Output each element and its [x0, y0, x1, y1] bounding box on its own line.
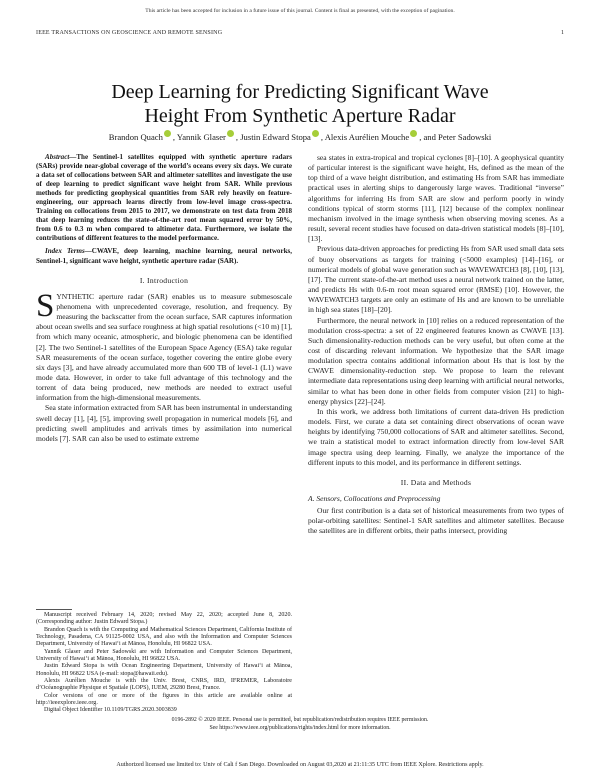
drop-cap: S: [36, 287, 55, 324]
title-line-2: Height From Synthetic Aperture Radar: [144, 105, 456, 127]
author-name[interactable]: Brandon Quach: [108, 132, 163, 142]
body-paragraph: In this work, we address both limitations of current data-driven Hs prediction models. First, we curate a data set containing direct observations of ocean wave heights by identifying 750,000 collocations of SAR and altimeter satellites. Second, we train a statistical model to extract information directly from low-level SAR image spectra using deep learning. Finally, we analyze the importance of the different inputs to this model, and its performance in different settings.: [308, 406, 564, 467]
author-list: [0, 130, 600, 142]
index-terms: [36, 247, 292, 265]
orcid-icon[interactable]: [312, 130, 319, 137]
copyright-notice: [0, 716, 600, 732]
footnote-doi[interactable]: Digital Object Identifier 10.1109/TGRS.2020.3003839: [44, 707, 177, 714]
body-paragraph: Furthermore, the neural network in [10] relies on a reduced representation of the modulation cross-spectra: a set of 22 engineered features known as CWAVE [13]. Such dimensionality-reduction methods can be very useful, but often come at the cost of discarding relevant information. We hypothesize that the SAR image modulation spectra contains additional information about Hs that is lost by the CWAVE dimensionality-reduction step. We propose to learn the relevant intermediate data representations using deep learning with artificial neural networks, similar to what has been done in other fields from computer vision [21] to high-energy physics [22]–[24].: [308, 315, 564, 406]
section-heading-data-methods: II. Data and Methods: [400, 477, 472, 487]
acceptance-note: This article has been accepted for inclusion in a future issue of this journal. Content is final as presented, with the exception of pagination.: [145, 8, 455, 14]
copyright-line-2[interactable]: See https://www.ieee.org/publications/rights/index.html for more information.: [209, 725, 391, 731]
orcid-icon[interactable]: [164, 130, 171, 137]
intro-text: YNTHETIC aperture radar (SAR) enables us to measure submesoscale phenomena with unprecedented coverage, resolution, and frequency. By measuring the backscatter from the ocean surface, SAR captures information about ocean swells and sea surface roughness at high spatial resolutions (<10 m) [1], from which many oceanic, atmospheric, and biologic phenomena can be identified [2]. The two Sentinel-1 satellites of the European Space Agency (ESA) take regular SAR measurements of the ocean surface, together covering the entire globe every six days [3], and have already accumulated more than 600 TB of level-1 (L1) wave mode data. However, in order to take full advantage of this technology and the torrent of data being produced, new methods are needed to extract useful information from the high-dimensional measurements.: [36, 291, 292, 403]
footnote: Alexis Aurélien Mouche is with the Univ. Brest, CNRS, IRD, IFREMER, Laboratoire d’Océanographie Physique et Spatiale (LOPS), IUEM, 29280 Brest, France.: [36, 678, 292, 692]
footnote: Justin Edward Stopa is with Ocean Engineering Department, University of Hawai‘i at Mānoa, Honolulu, HI 96822 USA (e-mail: stopa@hawaii.edu).: [36, 663, 292, 677]
footnote-rule: [36, 609, 72, 610]
body-paragraph: Previous data-driven approaches for predicting Hs from SAR used small data sets of buoy observations as targets for training (<5000 examples) [14]–[16], or numerical models of global wave generation such as WAVEWATCH3 [8], [10], [13], [17]. The current state-of-the-art method uses a neural network trained on the latter, and predicts Hs with 0.6-m root mean squared error (RMSE) [10]. However, the WAVEWATCH3 targets are only an estimate of Hs and are known to be unreliable in high sea states [18]–[20].: [308, 244, 564, 315]
footnote: Manuscript received February 14, 2020; revised May 22, 2020; accepted June 8, 2020. (Corresponding author: Justin Edward Stopa.): [36, 612, 292, 626]
title-line-1: Deep Learning for Predicting Significant Wave: [111, 81, 489, 103]
author-name[interactable]: Alexis Aurélien Mouche: [324, 132, 410, 142]
author-name[interactable]: Yannik Glaser: [176, 132, 226, 142]
body-paragraph: sea states in extra-tropical and tropical cyclones [8]–[10]. A geophysical quantity of particular interest is the significant wave height, Hs, defined as the mean of the top third of a wave height distribution, and estimating Hs from SAR has immediate practical uses in alerting ships to dangerously large waves. Traditional “inverse” algorithms for inferring Hs from SAR are slow and perform poorly in windy conditions typical of storm storms [11], [12] because of the complex nonlinear mechanism involved in the image synthesis when observing moving scenes. As a result, several recent studies have focused on data-driven statistical models [8]–[10], [13].: [308, 153, 564, 244]
paper-title: [0, 80, 600, 128]
author-separator: ,: [320, 132, 325, 142]
left-column: [36, 153, 292, 444]
intro-paragraph: [36, 287, 292, 404]
index-terms-text: CWAVE, deep learning, machine learning, neural networks, Sentinel-1, significant wave height, synthetic aperture radar (SAR).: [36, 247, 292, 265]
author-name[interactable]: Justin Edward Stopa: [240, 132, 311, 142]
orcid-icon[interactable]: [410, 130, 417, 137]
abstract-text: The Sentinel-1 satellites equipped with synthetic aperture radars (SARs) provide near-global coverage of the world’s oceans every six days. We curate a data set of collocations between SAR and altimeter satellites and investigate the use of deep learning to predict significant wave height from SAR. While previous methods for predicting geophysical quantities from SAR rely heavily on feature-engineering, our approach learns directly from low-level image cross-spectra. Training on collocations from 2015 to 2017, we demonstrate on test data from 2018 that deep learning reduces the state-of-the-art root mean squared error by 50%, from 0.6 to 0.3 m when compared to altimeter data. Furthermore, we isolate the contributions of different features to the model performance.: [36, 153, 292, 243]
footnote: Yannik Glaser and Peter Sadowski are with Information and Computer Sciences Department, University of Hawai‘i at Mānoa, Honolulu, HI 96822 USA.: [36, 648, 292, 663]
orcid-icon[interactable]: [227, 130, 234, 137]
right-column: [308, 153, 564, 537]
footnotes: [36, 612, 292, 715]
subsection-heading: A. Sensors, Collocations and Preprocessing: [308, 494, 441, 503]
abstract-label: Abstract—: [45, 153, 77, 161]
abstract: [36, 153, 292, 243]
author-separator: , and Peter Sadowski: [419, 132, 492, 142]
intro-paragraph-2: Sea state information extracted from SAR has been instrumental in understanding swell decay [1], [4], [5], improving swell propagation in numerical models [6], and predicting swell amplitudes and arrivals times by assimilation into numerical models [7]. SAR can also be used to estimate extreme: [36, 403, 292, 443]
page-number: 1: [561, 30, 564, 36]
journal-name: IEEE TRANSACTIONS ON GEOSCIENCE AND REMOTE SENSING: [36, 30, 223, 36]
author-separator: ,: [172, 132, 177, 142]
author-separator: ,: [235, 132, 241, 142]
authorized-use-notice: Authorized licensed use limited to: Univ of Cali f San Diego. Downloaded on August 03,2020 at 21:11:35 UTC from IEEE Xplore. Restrictions apply.: [116, 762, 484, 768]
index-terms-label: Index Terms—: [45, 247, 92, 256]
copyright-line-1: 0196-2892 © 2020 IEEE. Personal use is permitted, but republication/redistribution requires IEEE permission.: [171, 717, 429, 723]
body-paragraph: Our first contribution is a data set of historical measurements from two types of polar-orbiting satellites: Sentinel-1 SAR satellites and altimeter satellites. Because the satellites are in different orbits, their paths intersect, providing: [308, 506, 564, 536]
section-heading-introduction: I. Introduction: [139, 275, 189, 285]
footnote[interactable]: Color versions of one or more of the figures in this article are available online at http://ieeexplore.ieee.org.: [36, 692, 292, 707]
footnote: Brandon Quach is with the Computing and Mathematical Sciences Department, California Institute of Technology, Pasadena, CA 91125-0002 USA, and also with the Information and Computer Sciences Department, University of Hawai‘i at Mānoa, Honolulu, HI 96822 USA.: [36, 626, 292, 648]
